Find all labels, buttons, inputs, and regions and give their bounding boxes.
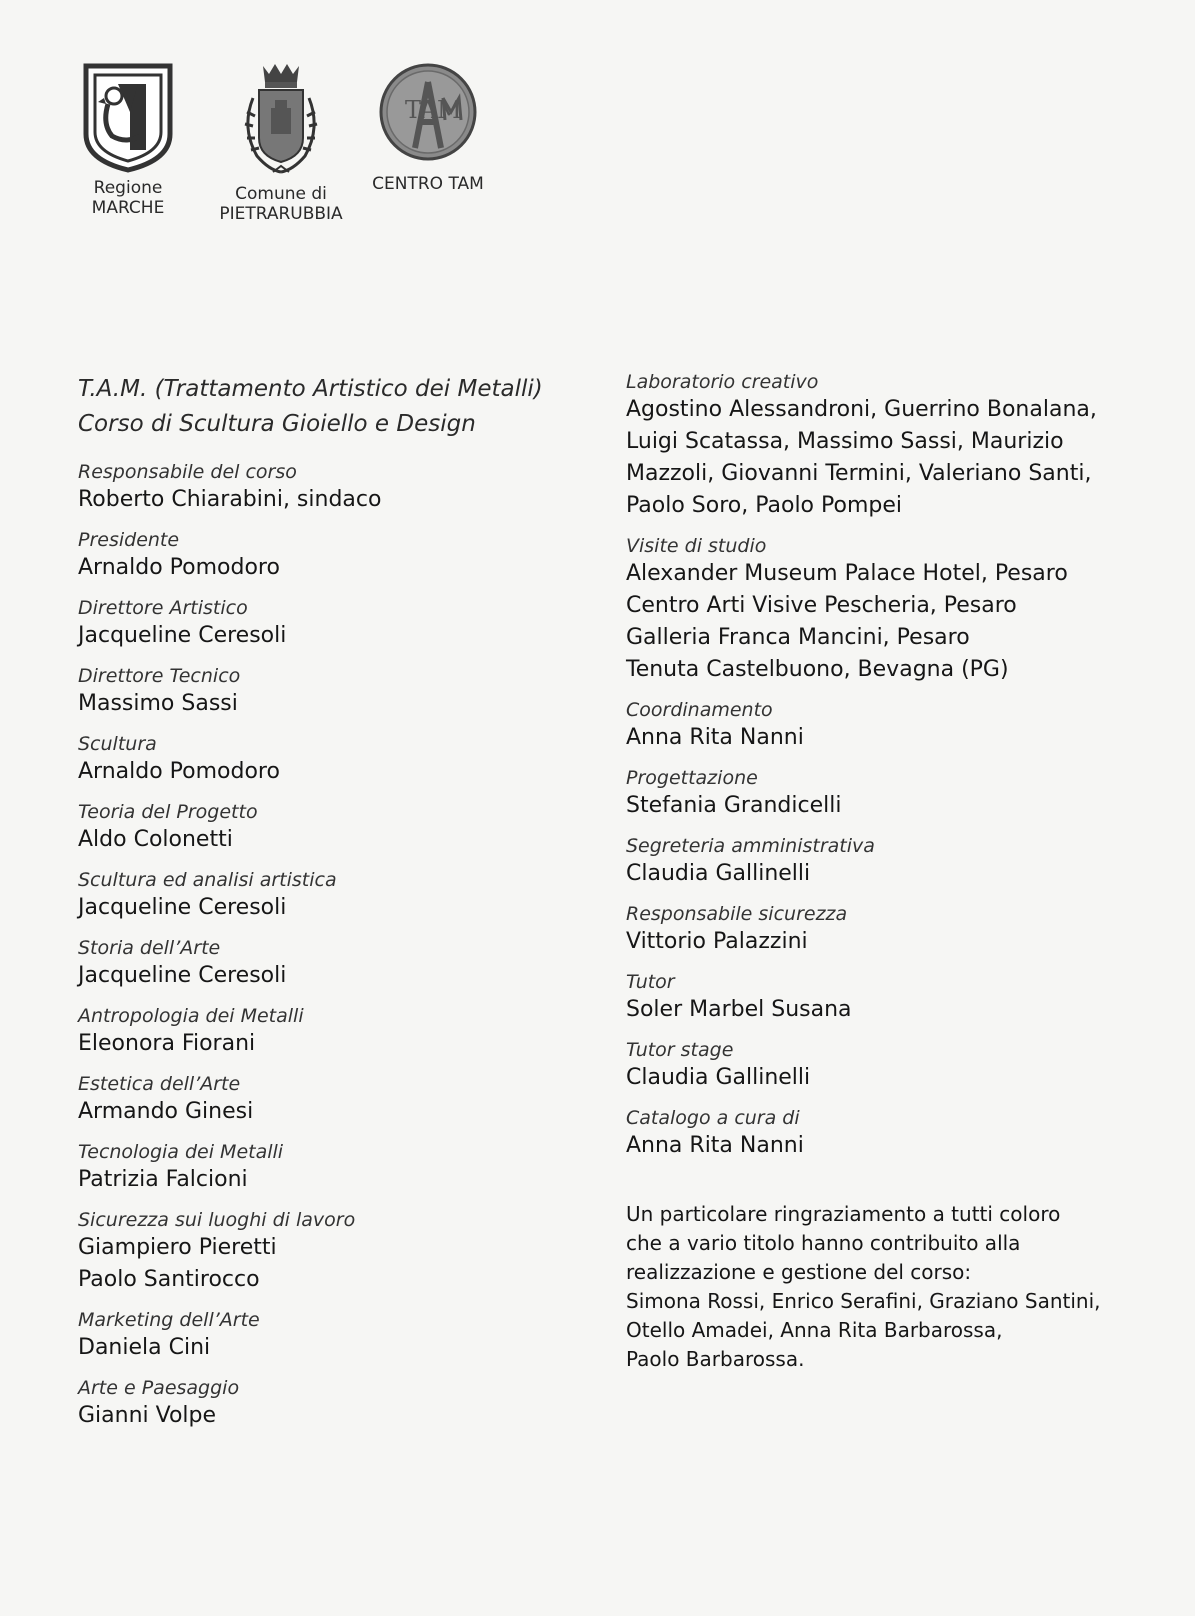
credit-role: Laboratorio creativo: [626, 371, 819, 393]
credit-name: Arnaldo Pomodoro: [78, 759, 280, 784]
regione-label: Regione: [93, 178, 163, 198]
credit-role: Presidente: [78, 529, 180, 551]
credit-entry: [78, 664, 598, 720]
credit-role: Direttore Tecnico: [78, 665, 241, 687]
credit-name: Galleria Franca Mancini, Pesaro: [626, 625, 970, 650]
tam-medallion-t: TAM: [405, 96, 462, 124]
credit-entry: [78, 868, 598, 924]
credit-name: Anna Rita Nanni: [626, 1133, 804, 1158]
course-title: T.A.M. (Trattamento Artistico dei Metalli): [78, 376, 543, 402]
credit-name: Paolo Santirocco: [78, 1267, 260, 1292]
credit-name: Aldo Colonetti: [78, 827, 233, 852]
logos-row: [78, 62, 538, 232]
credit-role: Tutor stage: [626, 1039, 734, 1061]
acknowledgement-line: che a vario titolo hanno contribuito alla: [626, 1231, 1021, 1255]
credit-name: Giampiero Pieretti: [78, 1235, 277, 1260]
credit-entry: [626, 698, 1146, 754]
credit-entry: [78, 1376, 598, 1432]
credit-name: Jacqueline Ceresoli: [78, 963, 287, 988]
credit-role: Progettazione: [626, 767, 758, 789]
left-column: [78, 372, 598, 1444]
credit-entry: [78, 596, 598, 652]
credit-entry: [626, 834, 1146, 890]
credit-name: Claudia Gallinelli: [626, 1065, 811, 1090]
credit-entry: [626, 1038, 1146, 1094]
acknowledgement-line: Un particolare ringraziamento a tutti coloro: [626, 1202, 1061, 1226]
credit-name: Eleonora Fiorani: [78, 1031, 256, 1056]
right-column: [626, 370, 1146, 1374]
credit-entry: [78, 936, 598, 992]
credit-role: Visite di studio: [626, 535, 767, 557]
credit-entry: [626, 534, 1146, 686]
pietrarubbia-coat-of-arms-icon: [233, 62, 329, 180]
credit-role: Tecnologia dei Metalli: [78, 1141, 284, 1163]
centro-tam-logo: [368, 62, 488, 194]
regione-marche-shield-icon: [82, 62, 174, 174]
regione-marche-logo: [78, 62, 178, 218]
credit-role: Direttore Artistico: [78, 597, 248, 619]
acknowledgement-line: Otello Amadei, Anna Rita Barbarossa,: [626, 1318, 1003, 1342]
credit-entry: [78, 1208, 598, 1296]
credit-role: Arte e Paesaggio: [78, 1377, 240, 1399]
credit-entry: [78, 1004, 598, 1060]
credit-name: Mazzoli, Giovanni Termini, Valeriano Santi,: [626, 461, 1092, 486]
acknowledgement-line: Paolo Barbarossa.: [626, 1347, 805, 1371]
credit-entry: [78, 800, 598, 856]
acknowledgement-line: Simona Rossi, Enrico Serafini, Graziano Santini,: [626, 1289, 1101, 1313]
credit-entry: [78, 1140, 598, 1196]
credit-role: Teoria del Progetto: [78, 801, 258, 823]
credit-name: Agostino Alessandroni, Guerrino Bonalana,: [626, 397, 1097, 422]
credit-role: Responsabile sicurezza: [626, 903, 848, 925]
credit-name: Armando Ginesi: [78, 1099, 254, 1124]
credit-role: Storia dell’Arte: [78, 937, 221, 959]
credit-name: Stefania Grandicelli: [626, 793, 842, 818]
acknowledgements: [626, 1200, 1106, 1374]
credit-entry: [626, 766, 1146, 822]
centro-tam-label: CENTRO TAM: [372, 174, 484, 194]
comune-pietrarubbia-logo: [206, 62, 356, 224]
credit-role: Tutor: [626, 971, 675, 993]
credit-name: Soler Marbel Susana: [626, 997, 852, 1022]
credit-name: Daniela Cini: [78, 1335, 211, 1360]
credit-name: Gianni Volpe: [78, 1403, 217, 1428]
credit-entry: [78, 732, 598, 788]
credit-entry: [78, 460, 598, 516]
credit-name: Paolo Soro, Paolo Pompei: [626, 493, 902, 518]
credit-name: Alexander Museum Palace Hotel, Pesaro: [626, 561, 1068, 586]
credit-entry: [78, 1308, 598, 1364]
acknowledgement-line: realizzazione e gestione del corso:: [626, 1260, 972, 1284]
credit-name: Arnaldo Pomodoro: [78, 555, 280, 580]
credit-name: Luigi Scatassa, Massimo Sassi, Maurizio: [626, 429, 1064, 454]
credit-name: Patrizia Falcioni: [78, 1167, 248, 1192]
pietrarubbia-label: PIETRARUBBIA: [219, 204, 343, 224]
credit-role: Responsabile del corso: [78, 461, 297, 483]
credit-entry: [78, 1072, 598, 1128]
course-subtitle: Corso di Scultura Gioiello e Design: [78, 411, 476, 437]
credit-role: Estetica dell’Arte: [78, 1073, 241, 1095]
credit-role: Scultura ed analisi artistica: [78, 869, 337, 891]
credit-entry: [626, 902, 1146, 958]
credit-name: Jacqueline Ceresoli: [78, 623, 287, 648]
credit-role: Marketing dell’Arte: [78, 1309, 260, 1331]
credit-name: Tenuta Castelbuono, Bevagna (PG): [626, 657, 1009, 682]
credit-role: Catalogo a cura di: [626, 1107, 800, 1129]
credit-name: Jacqueline Ceresoli: [78, 895, 287, 920]
credit-role: Antropologia dei Metalli: [78, 1005, 304, 1027]
right-credits-list: [626, 370, 1146, 1162]
credit-role: Coordinamento: [626, 699, 773, 721]
credit-entry: [626, 370, 1146, 522]
left-credits-list: [78, 460, 598, 1432]
credit-name: Centro Arti Visive Pescheria, Pesaro: [626, 593, 1017, 618]
credit-name: Roberto Chiarabini, sindaco: [78, 487, 382, 512]
credit-role: Segreteria amministrativa: [626, 835, 875, 857]
credit-entry: [626, 1106, 1146, 1162]
credit-entry: [626, 970, 1146, 1026]
comune-di-label: Comune di: [235, 184, 327, 204]
credit-role: Scultura: [78, 733, 157, 755]
credit-name: Massimo Sassi: [78, 691, 238, 716]
centro-tam-medallion-icon: [375, 62, 481, 162]
credit-name: Vittorio Palazzini: [626, 929, 808, 954]
marche-label: MARCHE: [91, 198, 165, 218]
credit-role: Sicurezza sui luoghi di lavoro: [78, 1209, 356, 1231]
course-heading: [78, 372, 598, 442]
credit-name: Anna Rita Nanni: [626, 725, 804, 750]
credit-entry: [78, 528, 598, 584]
credit-name: Claudia Gallinelli: [626, 861, 811, 886]
